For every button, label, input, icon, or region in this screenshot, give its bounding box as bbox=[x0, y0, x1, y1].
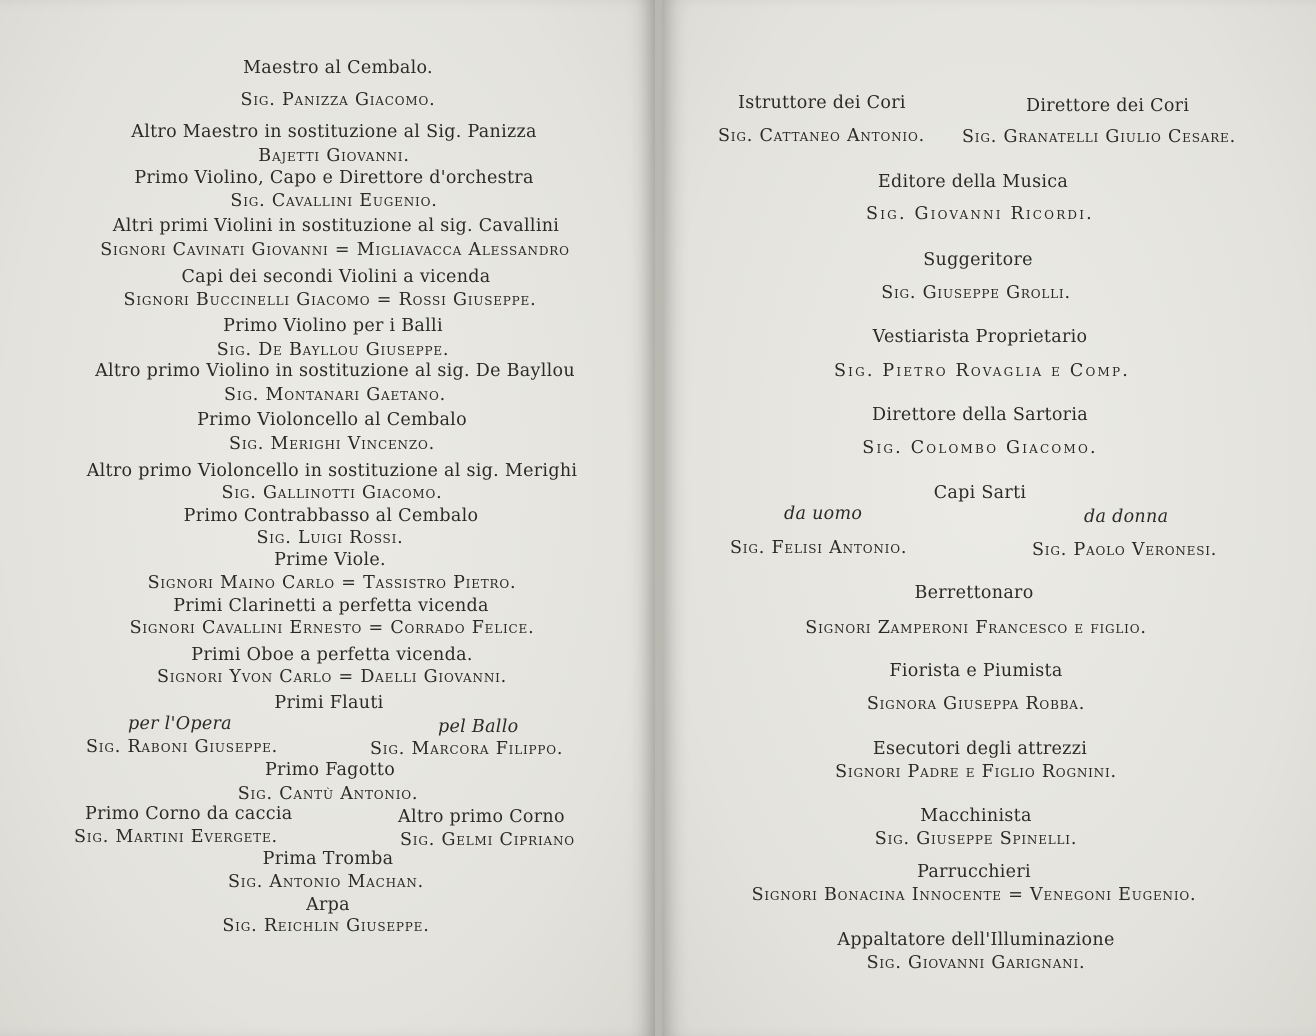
heading-line: Capi dei secondi Violini a vicenda bbox=[181, 267, 491, 287]
heading-line: Prime Viole. bbox=[274, 550, 386, 570]
name-line: Signori Yvon Carlo = Daelli Giovanni. bbox=[156, 667, 508, 687]
name-line: Signori Maino Carlo = Tassistro Pietro. bbox=[147, 573, 517, 593]
heading-line: Altro Maestro in sostituzione al Sig. Panizza bbox=[131, 122, 537, 142]
name-line: Sig. Merighi Vincenzo. bbox=[229, 434, 435, 454]
right-page bbox=[662, 0, 1316, 1036]
name-line: Sig. Panizza Giacomo. bbox=[240, 90, 436, 110]
corno-caccia-head: Primo Corno da caccia bbox=[85, 804, 293, 824]
heading-line: Primi Oboe a perfetta vicenda. bbox=[191, 645, 473, 665]
cori-istruttore-head: Istruttore dei Cori bbox=[738, 93, 906, 113]
heading-line: Altro primo Violoncello in sostituzione al sig. Merighi bbox=[86, 461, 578, 481]
name-line: Sig. Giuseppe Spinelli. bbox=[874, 829, 1078, 849]
heading-line: Prima Tromba bbox=[262, 849, 394, 869]
heading-line: Esecutori degli attrezzi bbox=[872, 739, 1088, 759]
heading-line: Vestiarista Proprietario bbox=[872, 327, 1088, 347]
sarti-donna-head: da donna bbox=[1084, 507, 1169, 527]
name-line: Signori Cavallini Ernesto = Corrado Felice. bbox=[129, 618, 535, 638]
name-line: Sig. Cavallini Eugenio. bbox=[230, 191, 438, 211]
cori-istruttore-name: Sig. Cattaneo Antonio. bbox=[718, 126, 925, 146]
name-line: Signori Zamperoni Francesco e figlio. bbox=[805, 618, 1147, 638]
flauti-ballo-head: pel Ballo bbox=[438, 717, 519, 737]
corno-caccia-name: Sig. Martini Evergete. bbox=[74, 827, 278, 847]
flauti-opera-head: per l'Opera bbox=[128, 714, 232, 734]
name-line: Signori Padre e Figlio Rognini. bbox=[835, 762, 1117, 782]
name-line: Sig. Reichlin Giuseppe. bbox=[222, 916, 430, 936]
sarti-donna-name: Sig. Paolo Veronesi. bbox=[1032, 540, 1218, 560]
heading-line: Suggeritore bbox=[923, 250, 1033, 270]
name-line: Signori Bonacina Innocente = Venegoni Eugenio. bbox=[751, 885, 1197, 905]
heading-line: Primi Flauti bbox=[274, 693, 384, 713]
name-line: Bajetti Giovanni. bbox=[258, 146, 410, 166]
heading-line: Editore della Musica bbox=[877, 172, 1069, 192]
name-line: Sig. Cantù Antonio. bbox=[237, 784, 419, 804]
heading-line: Arpa bbox=[306, 895, 350, 915]
heading-line: Parrucchieri bbox=[917, 862, 1031, 882]
heading-line: Altri primi Violini in sostituzione al sig. Cavallini bbox=[112, 216, 560, 236]
name-line: Signora Giuseppa Robba. bbox=[866, 694, 1086, 714]
flauti-opera-name: Sig. Raboni Giuseppe. bbox=[86, 737, 279, 757]
left-page bbox=[0, 0, 655, 1036]
sarti-uomo-head: da uomo bbox=[784, 504, 863, 524]
heading-line: Primo Fagotto bbox=[264, 760, 396, 780]
heading-line: Primo Contrabbasso al Cembalo bbox=[183, 506, 479, 526]
sarti-uomo-name: Sig. Felisi Antonio. bbox=[730, 538, 908, 558]
name-line: Sig. Pietro Rovaglia e Comp. bbox=[833, 361, 1131, 381]
name-line: Sig. Luigi Rossi. bbox=[256, 528, 404, 548]
heading-line: Fiorista e Piumista bbox=[889, 661, 1063, 681]
name-line: Sig. Giovanni Garignani. bbox=[866, 953, 1086, 973]
heading-line: Berrettonaro bbox=[914, 583, 1034, 603]
name-line: Signori Cavinati Giovanni = Migliavacca Alessandro bbox=[100, 240, 570, 260]
name-line: Sig. Giovanni Ricordi. bbox=[866, 204, 1094, 224]
name-line: Sig. De Bayllou Giuseppe. bbox=[216, 340, 450, 360]
name-line: Sig. Colombo Giacomo. bbox=[862, 438, 1098, 458]
name-line: Sig. Montanari Gaetano. bbox=[224, 385, 446, 405]
heading-line: Primo Violino, Capo e Direttore d'orchestra bbox=[134, 168, 534, 188]
heading-line: Direttore della Sartoria bbox=[872, 405, 1088, 425]
heading-line: Appaltatore dell'Illuminazione bbox=[837, 930, 1115, 950]
cori-direttore-head: Direttore dei Cori bbox=[1026, 96, 1190, 116]
corno-altro-name: Sig. Gelmi Cipriano bbox=[400, 830, 575, 850]
heading-line: Primo Violino per i Balli bbox=[223, 316, 443, 336]
name-line: Sig. Gallinotti Giacomo. bbox=[221, 483, 443, 503]
corno-altro-head: Altro primo Corno bbox=[398, 807, 565, 827]
heading-line: Primo Violoncello al Cembalo bbox=[197, 410, 467, 430]
name-line: Sig. Giuseppe Grolli. bbox=[881, 283, 1071, 303]
heading-line: Primi Clarinetti a perfetta vicenda bbox=[173, 596, 489, 616]
flauti-ballo-name: Sig. Marcora Filippo. bbox=[370, 739, 564, 759]
heading-line: Maestro al Cembalo. bbox=[243, 58, 433, 78]
cori-direttore-name: Sig. Granatelli Giulio Cesare. bbox=[962, 127, 1236, 147]
name-line: Sig. Antonio Machan. bbox=[227, 872, 425, 892]
heading-line: Capi Sarti bbox=[933, 483, 1027, 503]
heading-line: Macchinista bbox=[920, 806, 1032, 826]
heading-line: Altro primo Violino in sostituzione al sig. De Bayllou bbox=[95, 361, 575, 381]
name-line: Signori Buccinelli Giacomo = Rossi Giuseppe. bbox=[123, 290, 537, 310]
